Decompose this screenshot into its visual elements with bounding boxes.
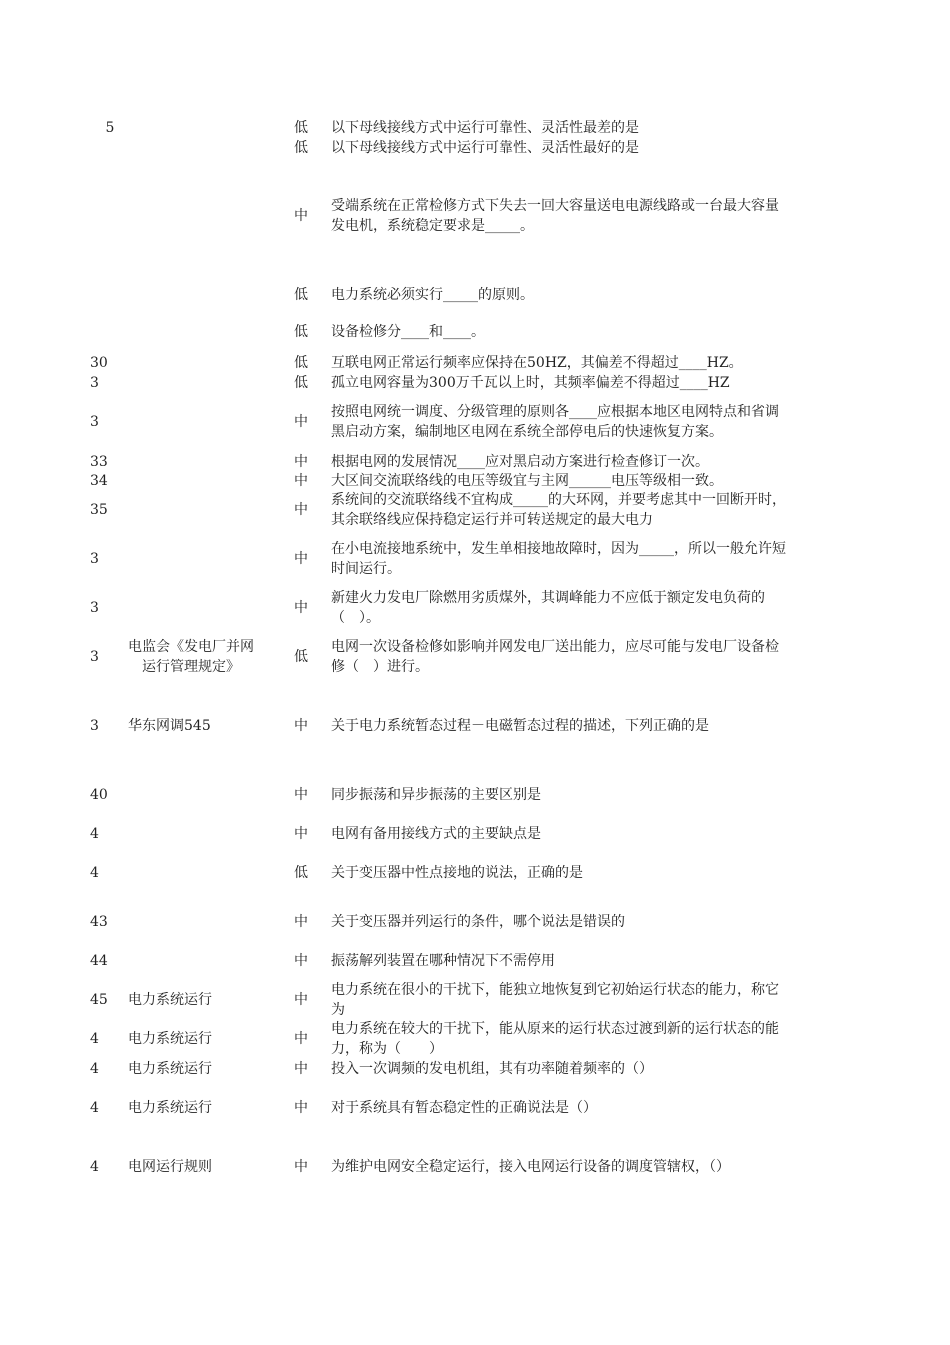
row-question: 电力系统在较大的干扰下，能从原来的运行状态过渡到新的运行状态的能力，称为（ ） [331, 1021, 779, 1057]
row-difficulty: 低 [294, 865, 308, 881]
row-number: 3 [90, 414, 99, 430]
row-number: 3 [90, 649, 99, 665]
table-row [0, 138, 950, 158]
table-row [0, 1147, 950, 1187]
table-row [0, 1059, 950, 1079]
row-source: 电力系统运行 [128, 1100, 212, 1116]
table-row [0, 392, 950, 452]
table-row [0, 490, 950, 530]
row-difficulty: 中 [294, 454, 308, 470]
table-row [0, 716, 950, 736]
table-row [0, 951, 950, 971]
row-source [124, 322, 258, 342]
row-question: 对于系统具有暂态稳定性的正确说法是（） [331, 1100, 597, 1116]
row-difficulty: 低 [294, 324, 308, 340]
table-row [0, 322, 950, 342]
row-question: 以下母线接线方式中运行可靠性、灵活性最好的是 [331, 140, 639, 156]
row-number: 3 [90, 375, 99, 391]
row-difficulty: 中 [294, 718, 308, 734]
row-number: 3 [90, 718, 99, 734]
table-row [0, 980, 950, 1020]
row-question: 以下母线接线方式中运行可靠性、灵活性最差的是 [331, 120, 639, 136]
row-difficulty: 中 [294, 1159, 308, 1175]
table-row [0, 285, 950, 305]
row-question: 在小电流接地系统中，发生单相接地故障时，因为_____，所以一般允许短时间运行。 [331, 541, 786, 577]
row-number: 3 [90, 600, 99, 616]
row-difficulty: 中 [294, 502, 308, 518]
row-question: 电力系统在很小的干扰下，能独立地恢复到它初始运行状态的能力，称它为 [331, 982, 779, 1018]
row-number: 45 [90, 992, 108, 1008]
table-row [0, 824, 950, 844]
row-question: 设备检修分____和____。 [331, 324, 485, 340]
row-question: 按照电网统一调度、分级管理的原则各____应根据本地区电网特点和省调黑启动方案，编制地区电网在系统全部停电后的快速恢复方案。 [331, 404, 779, 440]
row-question: 电力系统必须实行_____的原则。 [331, 287, 534, 303]
table-row [0, 1098, 950, 1118]
row-source [124, 785, 258, 805]
row-source [124, 138, 258, 158]
row-difficulty: 中 [294, 953, 308, 969]
table-row [0, 539, 950, 579]
row-question: 根据电网的发展情况____应对黑启动方案进行检查修订一次。 [331, 454, 709, 470]
table-row [0, 452, 950, 472]
table-row [0, 785, 950, 805]
row-source [124, 863, 258, 883]
row-number: 44 [90, 953, 108, 969]
row-number: 5 [105, 120, 115, 136]
row-number: 40 [90, 787, 108, 803]
row-source [124, 539, 258, 579]
row-difficulty: 低 [294, 355, 308, 371]
table-row [0, 912, 950, 932]
row-number: 4 [90, 865, 99, 881]
row-source: 电网运行规则 [128, 1159, 212, 1175]
row-difficulty: 中 [294, 914, 308, 930]
row-source: 电力系统运行 [128, 1031, 212, 1047]
row-question: 为维护电网安全稳定运行，接入电网运行设备的调度管辖权，（） [331, 1159, 730, 1175]
row-source: 电力系统运行 [128, 992, 212, 1008]
row-difficulty: 中 [294, 551, 308, 567]
row-difficulty: 中 [294, 208, 308, 224]
row-difficulty: 中 [294, 1031, 308, 1047]
row-difficulty: 中 [294, 992, 308, 1008]
table-row [0, 627, 950, 687]
row-source [124, 373, 258, 393]
row-number: 3 [90, 551, 99, 567]
row-source [124, 353, 258, 373]
row-difficulty: 低 [294, 649, 308, 665]
row-number [80, 322, 120, 342]
row-difficulty: 中 [294, 473, 308, 489]
row-number: 4 [90, 826, 99, 842]
row-difficulty: 低 [294, 375, 308, 391]
row-number [80, 138, 120, 158]
row-question: 关于变压器并列运行的条件，哪个说法是错误的 [331, 914, 625, 930]
table-row [0, 471, 950, 491]
row-question: 大区间交流联络线的电压等级宜与主网______电压等级相一致。 [331, 473, 723, 489]
row-question: 关于电力系统暂态过程－电磁暂态过程的描述，下列正确的是 [331, 718, 709, 734]
row-number: 4 [90, 1159, 99, 1175]
row-source [124, 285, 258, 305]
row-number: 35 [90, 502, 108, 518]
row-question: 系统间的交流联络线不宜构成_____的大环网，并要考虑其中一回断开时，其余联络线应保持稳定运行并可转送规定的最大电力 [331, 492, 786, 528]
row-number [80, 196, 120, 236]
row-source: 电力系统运行 [128, 1061, 212, 1077]
row-question: 同步振荡和异步振荡的主要区别是 [331, 787, 541, 803]
row-difficulty: 低 [294, 140, 308, 156]
row-number [80, 285, 120, 305]
row-question: 孤立电网容量为300万千瓦以上时，其频率偏差不得超过____HZ [331, 375, 730, 391]
row-question: 电网一次设备检修如影响并网发电厂送出能力，应尽可能与发电厂设备检修（ ）进行。 [331, 639, 779, 675]
table-row [0, 196, 950, 236]
table-row [0, 353, 950, 373]
row-source [124, 471, 258, 491]
row-source: 华东网调545 [128, 718, 211, 734]
row-number: 4 [90, 1100, 99, 1116]
row-number: 43 [90, 914, 108, 930]
table-row [0, 118, 950, 138]
table-row [0, 588, 950, 628]
row-difficulty: 低 [294, 287, 308, 303]
row-difficulty: 中 [294, 1100, 308, 1116]
row-source [124, 118, 258, 138]
row-question: 新建火力发电厂除燃用劣质煤外，其调峰能力不应低于额定发电负荷的（ ）。 [331, 590, 765, 626]
row-question: 投入一次调频的发电机组，其有功率随着频率的（） [331, 1061, 653, 1077]
row-source [124, 912, 258, 932]
row-difficulty: 低 [294, 120, 308, 136]
row-number: 30 [90, 355, 108, 371]
row-number: 33 [90, 454, 108, 470]
row-question: 振荡解列装置在哪种情况下不需停用 [331, 953, 555, 969]
row-source [124, 452, 258, 472]
row-source [124, 588, 258, 628]
row-question: 互联电网正常运行频率应保持在50HZ，其偏差不得超过____HZ。 [331, 355, 743, 371]
row-source [124, 392, 258, 452]
row-number: 34 [90, 473, 108, 489]
row-difficulty: 中 [294, 787, 308, 803]
row-difficulty: 中 [294, 414, 308, 430]
table-row [0, 373, 950, 393]
row-source [124, 951, 258, 971]
table-row [0, 1019, 950, 1059]
row-source [124, 490, 258, 530]
row-question: 电网有备用接线方式的主要缺点是 [331, 826, 541, 842]
row-source: 电监会《发电厂并网运行管理规定》 [128, 639, 254, 675]
row-difficulty: 中 [294, 826, 308, 842]
row-question: 关于变压器中性点接地的说法，正确的是 [331, 865, 583, 881]
row-number: 4 [90, 1031, 99, 1047]
row-source [124, 196, 258, 236]
row-question: 受端系统在正常检修方式下失去一回大容量送电电源线路或一台最大容量发电机，系统稳定要求是_____。 [331, 198, 779, 234]
table-row [0, 863, 950, 883]
row-difficulty: 中 [294, 600, 308, 616]
row-number: 4 [90, 1061, 99, 1077]
row-source [124, 824, 258, 844]
row-difficulty: 中 [294, 1061, 308, 1077]
